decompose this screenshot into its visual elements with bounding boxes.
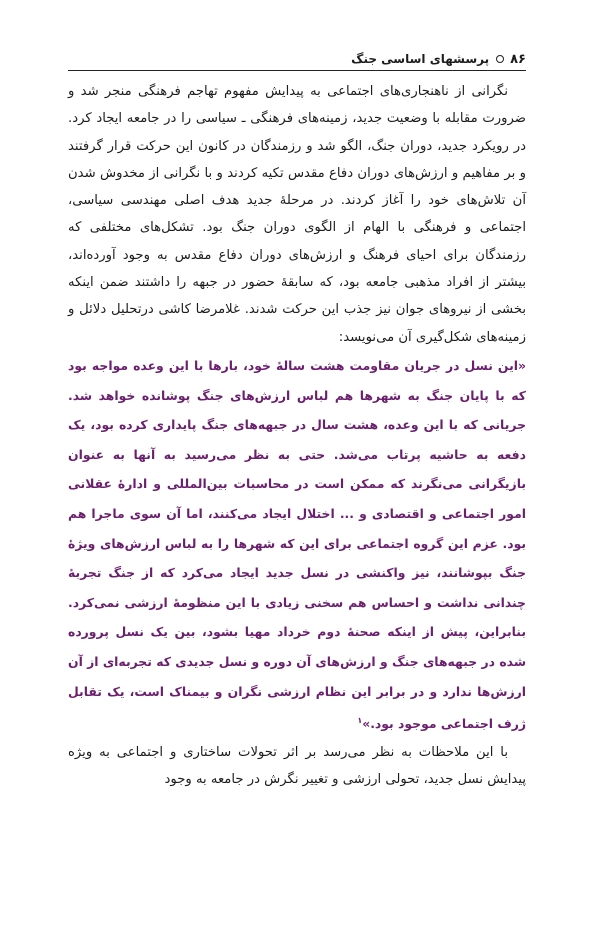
circle-icon [496,55,504,63]
body-text [68,78,526,793]
block-quote [68,351,526,739]
header-title: پرسشهای اساسی جنگ [351,52,490,66]
paragraph-1: نگرانی از ناهنجاری‌های اجتماعی به پیدایش مفهوم تهاجم فرهنگی منجر شد و ضرورت مقابله با وضعیت جدید، زمینه‌های فرهنگی ـ سیاسی را در جامعه ایجاد کرد. در رویکرد جدید، دوران جنگ، الگو شد و رزمندگان در کانون این حرکت قرار گرفتند و بر مفاهیم و ارزش‌های دوران دفاع مقدس تکیه کردند و با نگرانی از مخدوش شدن آن تلاش‌های خود را آغاز کردند. در مرحلهٔ جدید هدف اصلی مهندسی سیاسی، اجتماعی و فرهنگی با الهام از الگوی دوران جنگ بود. تشکل‌های مختلفی که رزمندگان برای احیای فرهنگ و ارزش‌های دوران دفاع مقدس به وجود آورده‌اند، بیشتر از افراد مذهبی جامعه بود، که سابقهٔ حضور در جبهه را داشتند ضمن اینکه بخشی از نیروهای جوان نیز جذب این حرکت شدند. غلامرضا کاشی درتحلیل دلائل و زمینه‌های شکل‌گیری آن می‌نویسد: [68,84,526,345]
footnote-mark: ۱ [357,716,363,726]
running-header [68,48,526,71]
quote-text: «این نسل در جریان مقاومت هشت سالهٔ خود، بارها با این وعده مواجه بود که با پایان جنگ به شهرها هم لباس ارزش‌های جنگ پوشانده خواهد شد. جریانی که با این وعده، هشت سال در جبهه‌های جنگ پایداری کرده بود، یک دفعه به حاشیه پرتاب می‌شد. حتی به نظر می‌رسید به آنها به عنوان بازیگرانی می‌نگرند که ممکن است در محاسبات بین‌المللی و ادارهٔ عقلانی امور اجتماعی و اقتصادی و ... اختلال ایجاد می‌کنند، اما آن سوی ماجرا هم بود. عزم این گروه اجتماعی برای این که شهرها را به لباس ارزش‌های ویژهٔ جنگ بپوشانند، نیز واکنشی در نسل جدید ایجاد می‌کرد که از جنگ تجربهٔ چندانی نداشت و احساس هم سخنی زیادی با این منظومهٔ ارزشی نمی‌کرد. بنابراین، پیش از اینکه صحنهٔ دوم خرداد مهیا بشود، بین یک نسل پرورده شده در جبهه‌های جنگ و ارزش‌های آن دوره و نسل جدیدی که تجربه‌ای از آن ارزش‌ها ندارد و در برابر این نظام ارزشی نگران و بیمناک است، یک تقابل ژرف اجتماعی موجود بود.» [68,357,526,732]
paragraph-2: با این ملاحظات به نظر می‌رسد بر اثر تحولات ساختاری و اجتماعی به ویژه پیدایش نسل جدید، تحولی ارزشی و تغییر نگرش در جامعه به وجود [68,744,526,787]
book-page [68,0,526,945]
page-number: ۸۶ [510,51,526,67]
